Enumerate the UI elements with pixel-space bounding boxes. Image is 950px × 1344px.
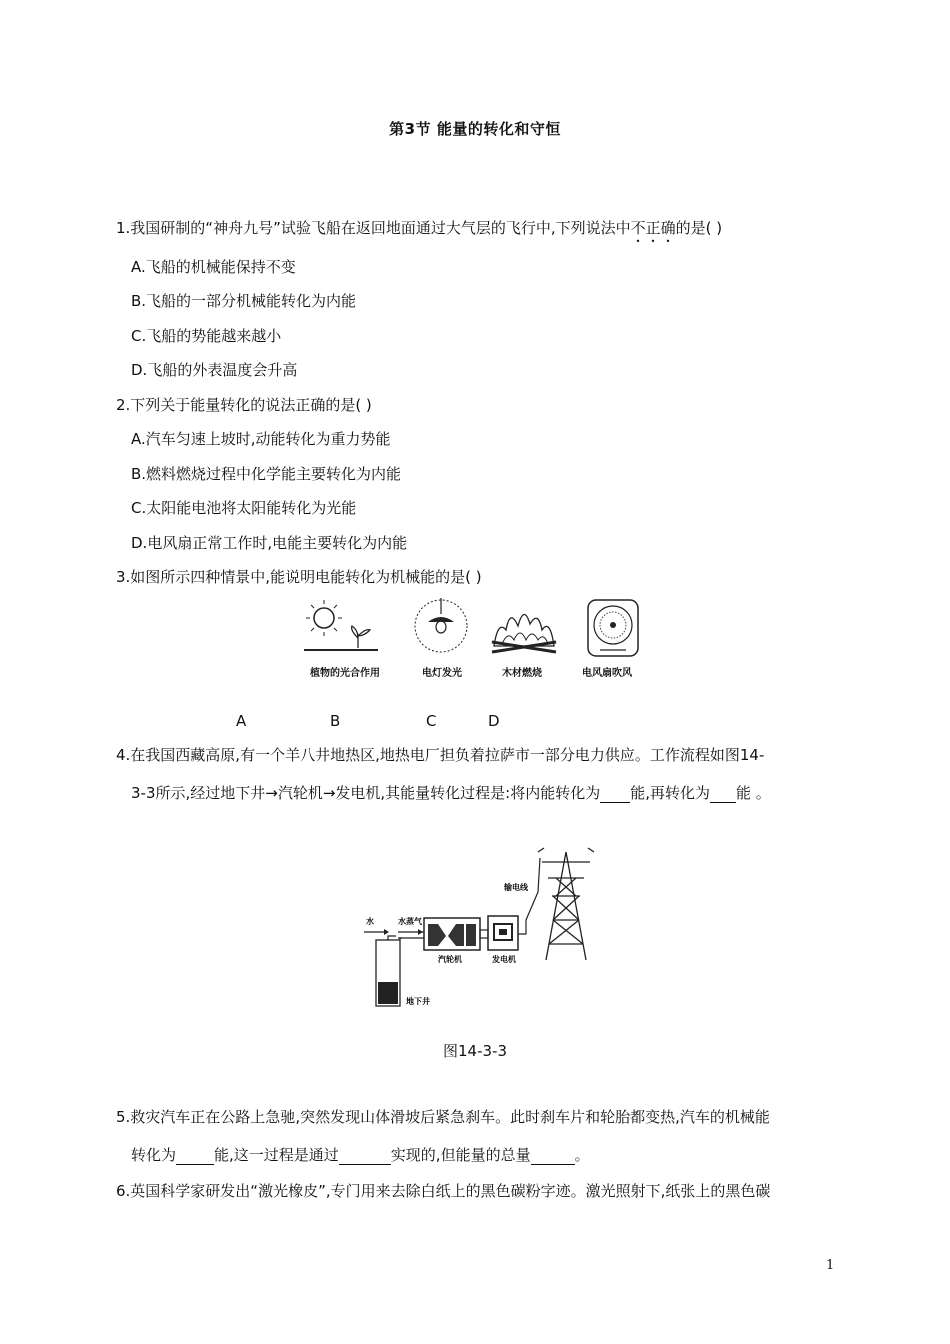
answer-blank[interactable] (176, 1148, 214, 1165)
caption-light-bulb: 电灯发光 (422, 668, 462, 679)
light-bulb-image (410, 598, 472, 658)
photosynthesis-image (300, 598, 380, 658)
label-turbine: 汽轮机 (438, 955, 462, 964)
q1-option-a: A.飞船的机械能保持不变 (131, 258, 296, 276)
q2-option-b: B.燃料燃烧过程中化学能主要转化为内能 (131, 465, 402, 483)
question-6-line-1: 6.英国科学家研发出“激光橡皮”,专门用来去除白纸上的黑色碳粉字迹。激光照射下,纸张上的黑色碳 (116, 1182, 771, 1200)
caption-photosynthesis: 植物的光合作用 (310, 668, 380, 679)
power-pylon (538, 848, 594, 960)
q1-option-c: C.飞船的势能越来越小 (131, 327, 282, 345)
option-label-a: A (236, 712, 247, 730)
figure-caption: 图14-3-3 (443, 1042, 507, 1060)
question-1-stem: 1.我国研制的“神舟九号”试验飞船在返回地面通过大气层的飞行中,下列说法中不正确的是( ) (116, 219, 723, 237)
q2-option-d: D.电风扇正常工作时,电能主要转化为内能 (131, 534, 408, 552)
question-5-line-2: 转化为 能,这一过程是通过 实现的,但能量的总量 。 (131, 1146, 590, 1164)
caption-burning-wood: 木材燃烧 (502, 668, 542, 679)
option-label-c: C (426, 712, 437, 730)
label-generator: 发电机 (492, 955, 516, 964)
page-title: 第3节 能量的转化和守恒 (389, 120, 561, 138)
label-well: 地下井 (406, 997, 430, 1006)
answer-blank[interactable] (339, 1148, 391, 1165)
q1-option-b: B.飞船的一部分机械能转化为内能 (131, 292, 357, 310)
label-steam: 水蒸气 (398, 917, 422, 926)
question-4-line-2: 3-3所示,经过地下井→汽轮机→发电机,其能量转化过程是:将内能转化为 能,再转化为 能 。 (131, 784, 771, 802)
option-label-d: D (488, 712, 500, 730)
q2-option-c: C.太阳能电池将太阳能转化为光能 (131, 499, 357, 517)
q1-option-d: D.飞船的外表温度会升高 (131, 361, 298, 379)
q2-option-a: A.汽车匀速上坡时,动能转化为重力势能 (131, 430, 391, 448)
caption-electric-fan: 电风扇吹风 (582, 668, 632, 679)
question-3-stem: 3.如图所示四种情景中,能说明电能转化为机械能的是( ) (116, 568, 482, 586)
option-label-b: B (330, 712, 341, 730)
answer-blank[interactable] (600, 786, 630, 803)
label-water: 水 (366, 917, 374, 926)
geothermal-plant-diagram (362, 848, 602, 1014)
label-power-line: 输电线 (504, 883, 528, 892)
page-number: 1 (826, 1258, 835, 1273)
question-2-stem: 2.下列关于能量转化的说法正确的是( ) (116, 396, 372, 414)
burning-wood-image (488, 600, 560, 656)
answer-blank[interactable] (710, 786, 736, 803)
question-5-line-1: 5.救灾汽车正在公路上急驰,突然发现山体滑坡后紧急刹车。此时刹车片和轮胎都变热,汽车的机械能 (116, 1108, 770, 1126)
answer-blank[interactable] (531, 1148, 575, 1165)
electric-fan-image (586, 598, 642, 658)
question-4-line-1: 4.在我国西藏高原,有一个羊八井地热区,地热电厂担负着拉萨市一部分电力供应。工作流程如图14- (116, 746, 765, 764)
emphasis-dots: 不正确 (630, 219, 676, 237)
